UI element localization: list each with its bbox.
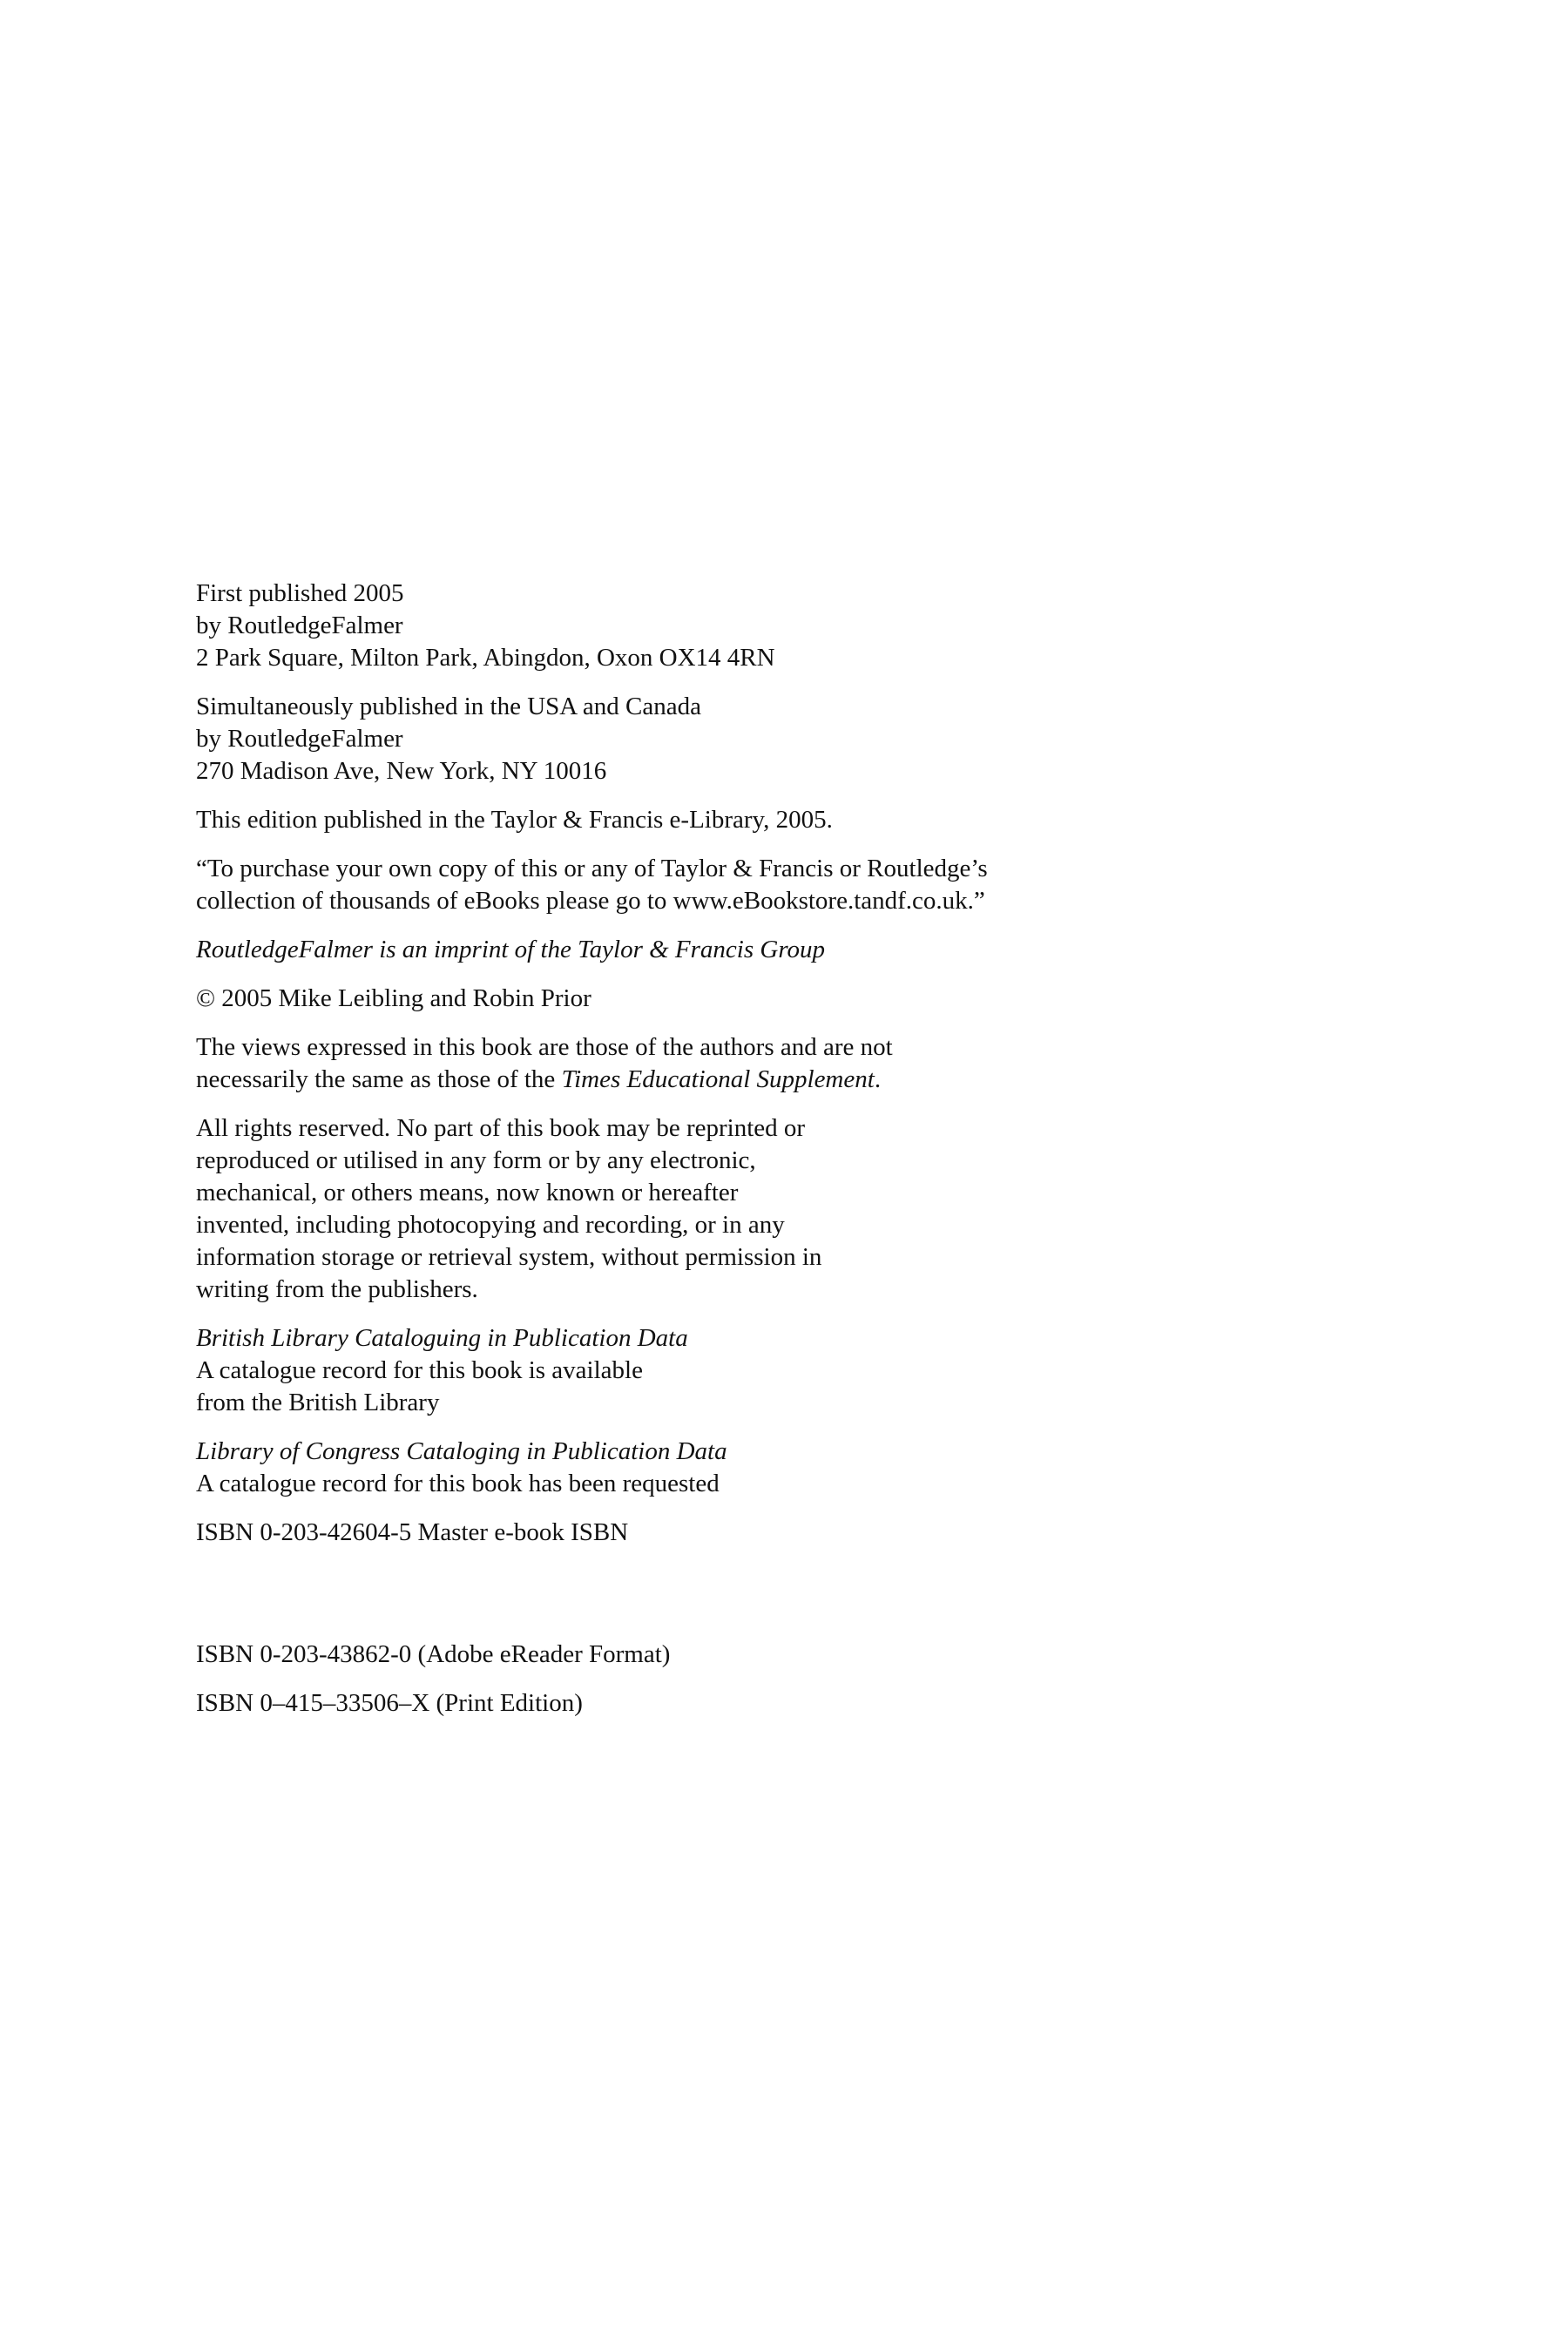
isbn-adobe: ISBN 0-203-43862-0 (Adobe eReader Format): [196, 1640, 671, 1668]
isbn-print: ISBN 0–415–33506–X (Print Edition): [196, 1689, 583, 1717]
rights-block: [196, 1112, 1433, 1306]
british-library-heading: British Library Cataloguing in Publication Data: [196, 1324, 688, 1352]
rights-line: information storage or retrieval system, without permission in: [196, 1243, 822, 1271]
isbn-master: ISBN 0-203-42604-5 Master e-book ISBN: [196, 1518, 629, 1546]
views-line-2-suffix: .: [874, 1065, 882, 1093]
british-library-line-1: A catalogue record for this book is available: [196, 1356, 643, 1384]
imprint-note-block: [196, 934, 1433, 966]
edition-note: This edition published in the Taylor & Francis e-Library, 2005.: [196, 806, 833, 834]
edition-note-block: [196, 804, 1433, 836]
first-published-publisher: by RoutledgeFalmer: [196, 612, 403, 639]
rights-line: mechanical, or others means, now known or hereafter: [196, 1179, 739, 1206]
usa-canada-line: Simultaneously published in the USA and Canada: [196, 693, 701, 720]
library-of-congress-block: [196, 1436, 1433, 1500]
views-line-1: The views expressed in this book are those of the authors and are not: [196, 1033, 893, 1061]
purchase-note-line-1: “To purchase your own copy of this or any of Taylor & Francis or Routledge’s: [196, 855, 988, 882]
views-block: [196, 1031, 1433, 1096]
copyright-notice: © 2005 Mike Leibling and Robin Prior: [196, 984, 591, 1012]
imprint-note: RoutledgeFalmer is an imprint of the Taylor & Francis Group: [196, 936, 826, 963]
british-library-line-2: from the British Library: [196, 1389, 440, 1416]
copyright-block: [196, 983, 1433, 1015]
rights-line: reproduced or utilised in any form or by any electronic,: [196, 1146, 756, 1174]
first-published-block: [196, 578, 1433, 674]
purchase-note-line-2: collection of thousands of eBooks please go to www.eBookstore.tandf.co.uk.”: [196, 887, 985, 915]
views-line-2: [196, 1064, 1433, 1096]
library-of-congress-line-1: A catalogue record for this book has been requested: [196, 1470, 720, 1497]
first-published-address: 2 Park Square, Milton Park, Abingdon, Oxon OX14 4RN: [196, 644, 775, 672]
isbn-adobe-block: [196, 1639, 1433, 1671]
rights-line: All rights reserved. No part of this book may be reprinted or: [196, 1114, 806, 1142]
isbn-master-block: [196, 1517, 1433, 1549]
views-publication-title: Times Educational Supplement: [561, 1065, 875, 1093]
usa-canada-publisher: by RoutledgeFalmer: [196, 725, 403, 753]
copyright-page: [196, 578, 1433, 1736]
usa-canada-block: [196, 691, 1433, 787]
usa-canada-address: 270 Madison Ave, New York, NY 10016: [196, 757, 607, 785]
first-published-line: First published 2005: [196, 579, 404, 607]
british-library-block: [196, 1322, 1433, 1419]
library-of-congress-heading: Library of Congress Cataloging in Publication Data: [196, 1437, 727, 1465]
views-line-2-prefix: necessarily the same as those of the: [196, 1065, 562, 1093]
purchase-note-block: [196, 853, 1433, 917]
rights-line: writing from the publishers.: [196, 1275, 478, 1303]
rights-line: invented, including photocopying and recording, or in any: [196, 1211, 785, 1239]
isbn-print-block: [196, 1687, 1433, 1720]
